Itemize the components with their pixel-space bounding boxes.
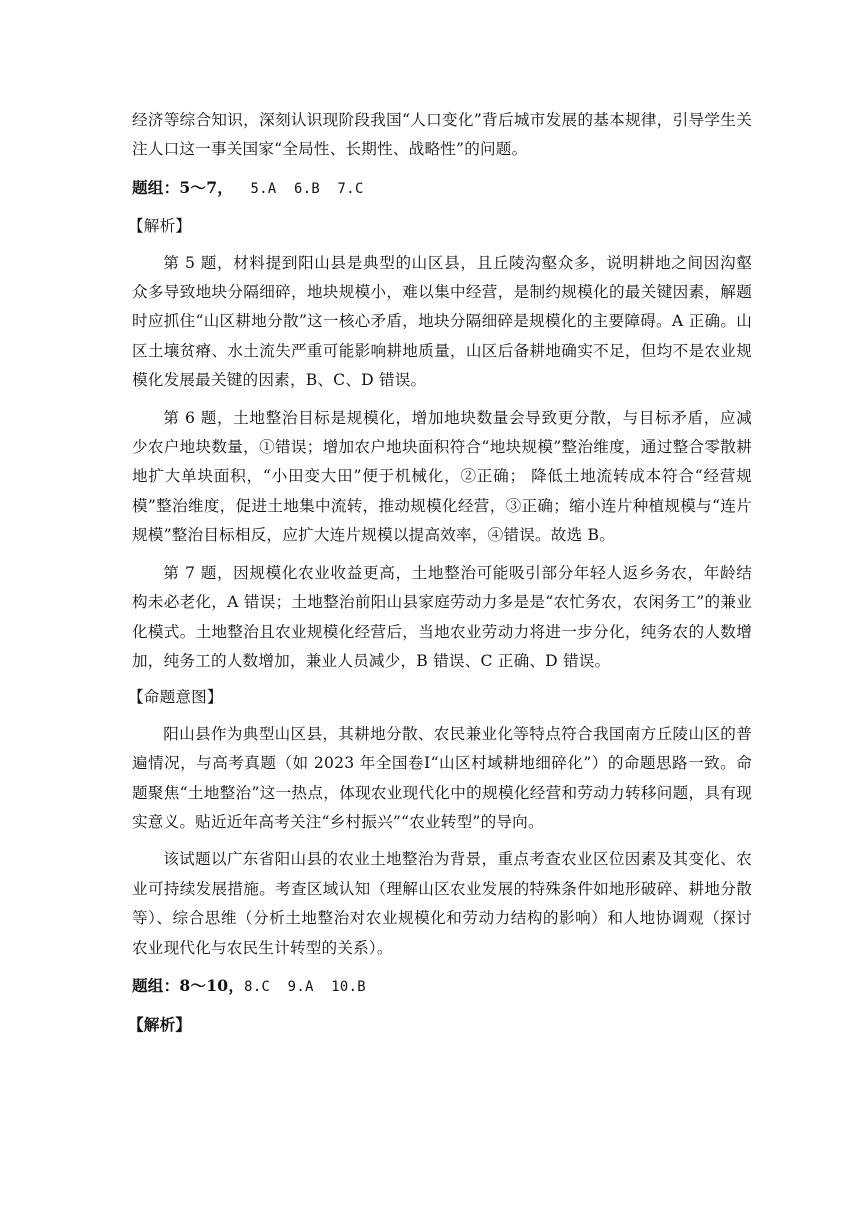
analysis-title: 【解析】 <box>128 1015 192 1035</box>
spacer <box>132 165 752 172</box>
spacer <box>132 396 752 404</box>
document-body <box>128 106 752 1040</box>
spacer <box>132 242 752 249</box>
question-7-explanation: 第 7 题，因规模化农业收益更高，土地整治可能吸引部分年轻人返乡务农，年龄结构未必老化，A 错误；土地整治前阳山县家庭劳动力多是是“农忙务农，农闲务工”的兼业化模式。土地整治且农业规模化经营后，当地农业劳动力将进一步分化，纯务农的人数增加，纯务工的人数增加，兼业人员减少，B 错误、C 正确、D 错误。 <box>132 563 752 670</box>
question-group-8-10 <box>132 971 752 1002</box>
intent-title: 【命题意图】 <box>128 688 223 707</box>
intent-paragraph-2: 该试题以广东省阳山县的农业土地整治为背景，重点考查农业区位因素及其变化、农业可持续发展措施。考查区域认知（理解山区农业发展的特殊条件如地形破碎、耕地分散等）、综合思维（分析土地整治对农业规模化和劳动力结构的影响）和人地协调观（探讨农业现代化与农民生计转型的关系）。 <box>132 850 752 957</box>
question-group-5-7 <box>132 173 752 204</box>
analysis-title: 【解析】 <box>128 217 192 236</box>
spacer <box>132 205 752 212</box>
spacer <box>132 713 752 720</box>
spacer <box>132 676 752 683</box>
question-group-label: 题组：5～7， <box>132 177 234 197</box>
spacer <box>132 1003 752 1010</box>
question-5-explanation: 第 5 题，材料提到阳山县是典型的山区县，且丘陵沟壑众多，说明耕地之间因沟壑众多导致地块分隔细碎，地块规模小，难以集中经营，是制约规模化的最关键因素，解题时应抓住“山区耕地分散”这一核心矛盾，地块分隔细碎是规模化的主要障碍。A 正确。山区土壤贫瘠、水土流失严重可能影响耕地质量，山区后备耕地确实不足，但均不是农业规模化发展最关键的因素，B、C、D 错误。 <box>132 253 752 390</box>
question-group-answers: 8.C 9.A 10.B <box>244 978 367 995</box>
spacer <box>132 837 752 845</box>
spacer <box>132 551 752 559</box>
intent-paragraph-1: 阳山县作为典型山区县，其耕地分散、农民兼业化等特点符合我国南方丘陵山区的普遍情况，与高考真题（如 2023 年全国卷Ⅰ“山区村域耕地细碎化”）的命题思路一致。命题聚焦“土地整治”这一热点，体现农业现代化中的规模化经营和劳动力转移问题，具有现实意义。贴近近年高考关注“乡村振兴”“农业转型”的导向。 <box>132 724 752 831</box>
question-group-label: 题组：8～10， <box>132 975 245 995</box>
question-group-answers: 5.A 6.B 7.C <box>233 180 364 197</box>
spacer <box>132 963 752 970</box>
intro-paragraph: 经济等综合知识，深刻认识现阶段我国“人口变化”背后城市发展的基本规律，引导学生关注人口这一事关国家“全局性、长期性、战略性”的问题。 <box>132 111 752 159</box>
question-6-explanation: 第 6 题，土地整治目标是规模化，增加地块数量会导致更分散，与目标矛盾，应减少农户地块数量，①错误；增加农户地块面积符合“地块规模”整治维度，通过整合零散耕地扩大单块面积，“小田变大田”便于机械化，②正确； 降低土地流转成本符合“经营规模”整治维度，促进土地集中流转，推动规模化经营，③正确；缩小连片种植规模与“连片规模”整治目标相反，应扩大连片规模以提高效率，④错误。故选 B。 <box>132 408 752 545</box>
